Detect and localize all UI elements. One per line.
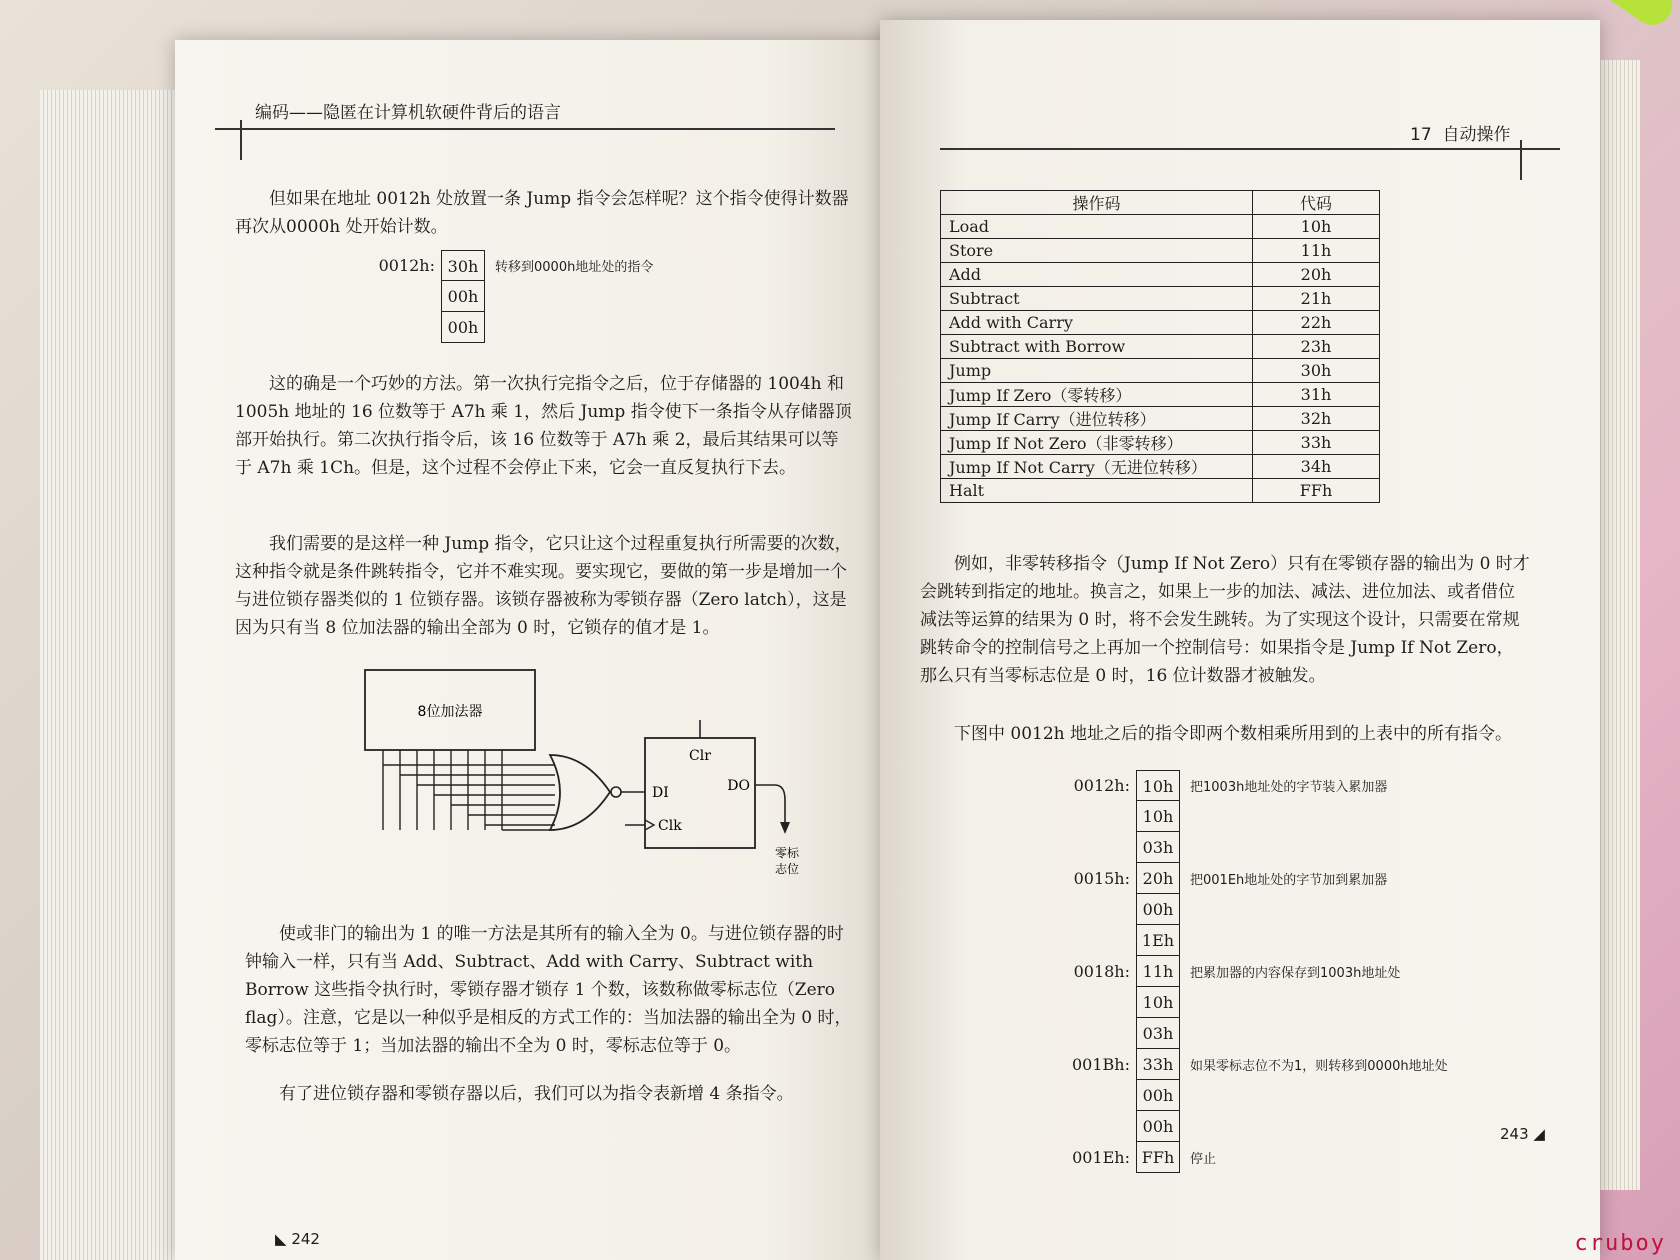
di-label: DI [652, 785, 669, 801]
chapter-title: 自动操作 [1442, 125, 1511, 145]
right-head-tick [1520, 140, 1522, 180]
program-row [1050, 1080, 1448, 1111]
memory-cell: 00h [441, 312, 485, 343]
opcode-name: Store [941, 239, 1253, 263]
opcode-code: 20h [1253, 263, 1380, 287]
memory-row [355, 281, 653, 312]
opcode-code: 22h [1253, 311, 1380, 335]
jump-example-memory [355, 250, 653, 343]
opcode-row [941, 359, 1380, 383]
program-cell: 00h [1136, 1080, 1180, 1111]
adder-label: 8位加法器 [417, 704, 483, 720]
left-running-head: 编码——隐匿在计算机软硬件背后的语言 [255, 103, 561, 123]
opcode-row [941, 311, 1380, 335]
program-cell: 10h [1136, 801, 1180, 832]
program-row [1050, 832, 1448, 863]
opcode-code: 21h [1253, 287, 1380, 311]
memory-row [355, 312, 653, 343]
right-para-2: 下图中 0012h 地址之后的指令即两个数相乘所用到的上表中的所有指令。 [954, 724, 1513, 744]
left-page [175, 40, 920, 1260]
program-cell: 1Eh [1136, 925, 1180, 956]
memory-cell: 30h [441, 250, 485, 281]
opcode-header: 操作码 [941, 191, 1253, 215]
opcode-name: Jump If Not Zero（非零转移） [941, 431, 1253, 455]
opcode-name: Subtract [941, 287, 1253, 311]
right-page [880, 20, 1600, 1260]
watermark: cruboy [1574, 1231, 1666, 1256]
program-address: 0018h: [1073, 962, 1130, 981]
opcode-name: Jump If Carry（进位转移） [941, 407, 1253, 431]
opcode-code: 30h [1253, 359, 1380, 383]
program-row [1050, 925, 1448, 956]
adder-output-lines [383, 750, 555, 830]
opcode-row [941, 479, 1380, 503]
right-page-number: 243 ◢ [1500, 1125, 1545, 1143]
program-address: 0015h: [1073, 869, 1130, 888]
nor-gate-bubble [611, 787, 621, 797]
left-para-1: 但如果在地址 0012h 处放置一条 Jump 指令会怎样呢？这个指令使得计数器再次从0000h 处开始计数。 [235, 189, 849, 237]
opcode-code: 10h [1253, 215, 1380, 239]
memory-address: 0012h: [378, 256, 435, 275]
zero-flag-wire [755, 785, 785, 828]
opcode-code: 32h [1253, 407, 1380, 431]
program-cell: 00h [1136, 1111, 1180, 1142]
opcode-row [941, 287, 1380, 311]
opcode-row [941, 407, 1380, 431]
program-row [1050, 1049, 1448, 1080]
left-page-number: ◣ 242 [275, 1230, 320, 1248]
zero-latch-circuit [355, 660, 815, 900]
program-row [1050, 894, 1448, 925]
program-cell: 03h [1136, 1018, 1180, 1049]
program-row [1050, 1111, 1448, 1142]
left-head-tick [240, 120, 242, 160]
opcode-name: Halt [941, 479, 1253, 503]
program-cell: 11h [1136, 956, 1180, 987]
left-para-4: 使或非门的输出为 1 的唯一方法是其所有的输入全为 0。与进位锁存器的时钟输入一样，只有当 Add、Subtract、Add with Carry、Subtract with Borrow 这些指令执行时，零锁存器才锁存 1 个数，该数称做零标志位（Zero flag）。注意，它是以一种似乎是相反的方式工作的：当加法器的输出全为 0 时，零标志位等于 1；当加法器的输出不全为 0 时，零标志位等于 0。 [245, 924, 852, 1056]
right-head-rule [940, 148, 1560, 150]
program-cell: 10h [1136, 770, 1180, 801]
left-page-stack-edge [40, 90, 190, 1260]
right-page-number-value: 243 [1500, 1125, 1529, 1143]
program-cell: 20h [1136, 863, 1180, 894]
opcode-row [941, 239, 1380, 263]
left-para-3: 我们需要的是这样一种 Jump 指令，它只让这个过程重复执行所需要的次数，这种指令就是条件跳转指令，它并不难实现。要实现它，要做的第一步是增加一个与进位锁存器类似的 1 位锁存器。该锁存器被称为零锁存器（Zero latch），这是因为只有当 8 位加法器的输出全部为 0 时，它锁存的值才是 1。 [235, 534, 852, 638]
clr-label: Clr [689, 748, 711, 764]
memory-note: 转移到0000h地址处的指令 [495, 260, 654, 275]
zero-flag-label-2: 志位 [775, 862, 800, 876]
multiply-program-memory [1050, 770, 1448, 1173]
opcode-row [941, 383, 1380, 407]
opcode-name: Jump [941, 359, 1253, 383]
opcode-code: 11h [1253, 239, 1380, 263]
opcode-table [940, 190, 1380, 503]
opcode-row [941, 431, 1380, 455]
opcode-row [941, 263, 1380, 287]
right-para-1: 例如，非零转移指令（Jump If Not Zero）只有在零锁存器的输出为 0 时才会跳转到指定的地址。换言之，如果上一步的加法、减法、进位加法、或者借位减法等运算的结果为 0 时，将不会发生跳转。为了实现这个设计，只需要在常规跳转命令的控制信号之上再加一个控制信号：如果指令是 Jump If Not Zero，那么只有当零标志位是 0 时，16 位计数器才被触发。 [920, 554, 1530, 686]
opcode-name: Jump If Not Carry（无进位转移） [941, 455, 1253, 479]
left-para-5: 有了进位锁存器和零锁存器以后，我们可以为指令表新增 4 条指令。 [279, 1084, 794, 1104]
program-address: 0012h: [1073, 776, 1130, 795]
chapter-number: 17 [1410, 125, 1432, 145]
program-cell: FFh [1136, 1142, 1180, 1173]
left-head-rule [215, 128, 835, 130]
program-address: 001Eh: [1072, 1148, 1130, 1167]
program-row [1050, 1142, 1448, 1173]
program-row [1050, 863, 1448, 894]
program-row [1050, 770, 1448, 801]
program-note: 把累加器的内容保存到1003h地址处 [1190, 966, 1401, 981]
opcode-name: Load [941, 215, 1253, 239]
memory-cell: 00h [441, 281, 485, 312]
left-para-2: 这的确是一个巧妙的方法。第一次执行完指令之后，位于存储器的 1004h 和 1005h 地址的 16 位数等于 A7h 乘 1，然后 Jump 指令使下一条指令从存储器顶部开始执行。第二次执行指令后，该 16 位数等于 A7h 乘 2，最后其结果可以等于 A7h 乘 1Ch。但是，这个过程不会停止下来，它会一直反复执行下去。 [235, 374, 852, 478]
program-note: 把1003h地址处的字节装入累加器 [1190, 780, 1388, 795]
nor-gate [550, 755, 610, 830]
program-row [1050, 1018, 1448, 1049]
opcode-name: Add [941, 263, 1253, 287]
clk-label: Clk [658, 818, 682, 834]
opcode-row [941, 335, 1380, 359]
zero-flag-arrow [780, 822, 790, 834]
program-note: 停止 [1190, 1152, 1217, 1167]
opcode-name: Add with Carry [941, 311, 1253, 335]
program-row [1050, 956, 1448, 987]
program-cell: 03h [1136, 832, 1180, 863]
do-label: DO [727, 778, 750, 794]
opcode-name: Subtract with Borrow [941, 335, 1253, 359]
opcode-code: 33h [1253, 431, 1380, 455]
opcode-code: 31h [1253, 383, 1380, 407]
opcode-code: 23h [1253, 335, 1380, 359]
zero-flag-label-1: 零标 [775, 846, 800, 860]
memory-row [355, 250, 653, 281]
right-running-head [1410, 120, 1510, 145]
opcode-row [941, 215, 1380, 239]
program-note: 把001Eh地址处的字节加到累加器 [1190, 873, 1388, 888]
opcode-code: 34h [1253, 455, 1380, 479]
program-row [1050, 801, 1448, 832]
opcode-code: FFh [1253, 479, 1380, 503]
program-cell: 00h [1136, 894, 1180, 925]
program-cell: 33h [1136, 1049, 1180, 1080]
program-cell: 10h [1136, 987, 1180, 1018]
opcode-name: Jump If Zero（零转移） [941, 383, 1253, 407]
program-note: 如果零标志位不为1，则转移到0000h地址处 [1190, 1059, 1448, 1074]
code-header: 代码 [1253, 191, 1380, 215]
program-row [1050, 987, 1448, 1018]
program-address: 001Bh: [1072, 1055, 1130, 1074]
opcode-row [941, 455, 1380, 479]
left-page-number-value: 242 [291, 1230, 320, 1248]
